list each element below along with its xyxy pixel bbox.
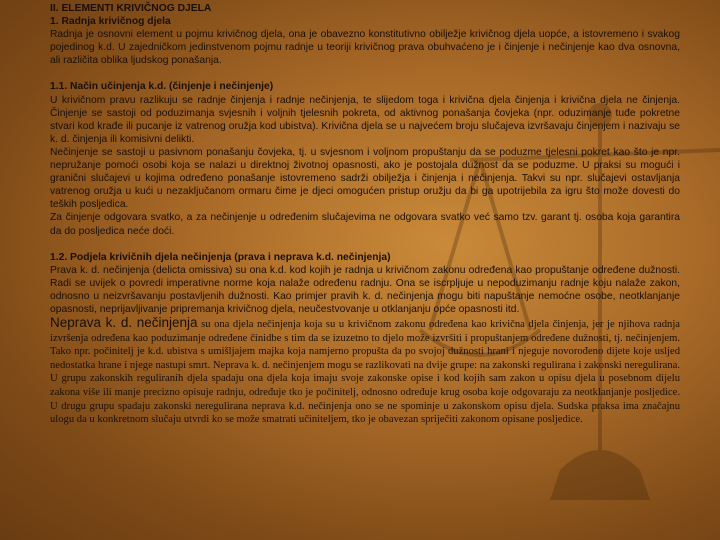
section-1-2-lead-term: Neprava k. d. nečinjenja bbox=[50, 315, 198, 331]
section-1-2-paragraph-1: Prava k. d. nečinjenja (delicta omissiva) su ona k.d. kod kojih je radnja u krivičnom zakonu određena kao propuštanje određene dužnosti. Radi se uvijek o povredi imperativne norme koja nalaže određenu radnju. Ona se iscrpljuje u nepoduzimanju radnje koju nalaže zakon, odnosno u neizvršavanju postavljenih dužnosti. Kao primjer pravih k. d. nečinjenja mogu biti napuštanje nemoćne osobe, neotklanjanje opasnosti, neprijavljivanje pripremanja krivičnog djela, neučestvovanje u otklanjanju opće opasnosti itd. bbox=[50, 264, 680, 315]
section-1-2-heading: 1.2. Podjela krivičnih djela nečinjenja (prava i neprava k.d. nečinjenja) bbox=[50, 251, 391, 263]
section-1-1-paragraph-3: Za činjenje odgovara svatko, a za nečinjenje u određenim slučajevima ne odgovara svatko već samo tzv. garant tj. osoba koja garantira da do posljedica neće doći. bbox=[50, 212, 680, 237]
section-1-2-paragraph-2 bbox=[50, 316, 680, 427]
section-1-1-paragraph-1: U krivičnom pravu razlikuju se radnje činjenja i radnje nečinjenja, te slijedom toga i krivična djela činjenja i krivična djela ne činjenja. Činjenje se sastoji od poduzimanja svjesnih i voljnih tjelesnih pokreta, od aktivnog ponašanja čovjeka (npr. oduzimanje tuđe pokretne stvari kod krađe ili pucanje iz vatrenog oružja kod ubistva). Krivična djela se u najvećem broju slučajeva izvršavaju činjenjem i nazivaju se k. d. činjenja ili komisivni delikti. bbox=[50, 94, 680, 145]
document-body bbox=[50, 2, 680, 427]
section-1-2-paragraph-2-text: su ona djela nečinjenja koja su u krivičnom zakonu određena kao krivična djela činjenja, jer je njihova radnja izvršenja određena kao poduzimanje određene činidbe s tim da se izuzetno to djelo može izvršiti i propuštanjem određene dužnosti, tj. nečinjenjem. Tako npr. počinitelj je k.d. ubistva s umišljajem majka koja namjerno propušta da po svojoj dužnosti hrani i njeguje novorođeno dijete koje usljed nedostatka hrane i njege nastupi smrt. Neprava k. d. nečinjenjem mogu se razlikovati na dvije grupe: na zakonski regulirana i zakonski neregulirana. U grupu zakonskih reguliranih djela spadaju ona djela koja imaju svoje zakonske opise i kod kojih sam zakon u opisu djela u posebnom dijelu zakona više ili manje precizno opisuje radnju, određuje tko je počinitelj, odnosno određuje krug osoba koje odgovaraju za neotklanjanje posljedice. U drugu grupu spadaju zakonski neregulirana neprava k.d. nečinjenja ono se ne spominje u zakonskom opisu djela. Sudska praksa ima značajnu ulogu da u konkretnom slučaju utvrdi ko se može smatrati učiniteljem, tko je obavezan spriječiti zakonom opisane posljedice. bbox=[50, 319, 681, 426]
section-1-1-paragraph-2: Nečinjenje se sastoji u pasivnom ponašanju čovjeka, tj. u svjesnom i voljnom propuštanju da se poduzme tjelesni pokret kao što je npr. nepružanje pomoći osobi koja se nalazi u direktnoj životnoj opasnosti, ako je postojala dužnost da se poduzme. U praksi su mogući i granični slučajevi u kojima određeno ponašanje istovremeno sadrži obilježja i činjenja i nečinjenja. Takvi su npr. slučajevi ostavljanja vatrenog oružja u kući u nezaključanom ormaru čime je djeci omogućen pristup oružju da bi ga upotrijebila za igru što može dovesti do teških posljedica. bbox=[50, 146, 680, 211]
section-1-1-heading: 1.1. Način učinjenja k.d. (činjenje i nečinjenje) bbox=[50, 81, 274, 93]
section-1-text: Radnja je osnovni element u pojmu krivičnog djela, ona je obavezno konstitutivno obilježje krivičnog djela uopće, a istovremeno i svakog pojedinog k.d. U zajedničkom jedinstvenom pojmu radnje u teoriji krivičnog prava obuhvaćeno je i činjenje i nečinjenje kao dva osnovna, ali različita oblika ljudskog ponašanja. bbox=[50, 29, 680, 67]
document-title: II. ELEMENTI KRIVIČNOG DJELA bbox=[50, 3, 212, 14]
section-1-heading: 1. Radnja krivičnog djela bbox=[50, 16, 171, 28]
